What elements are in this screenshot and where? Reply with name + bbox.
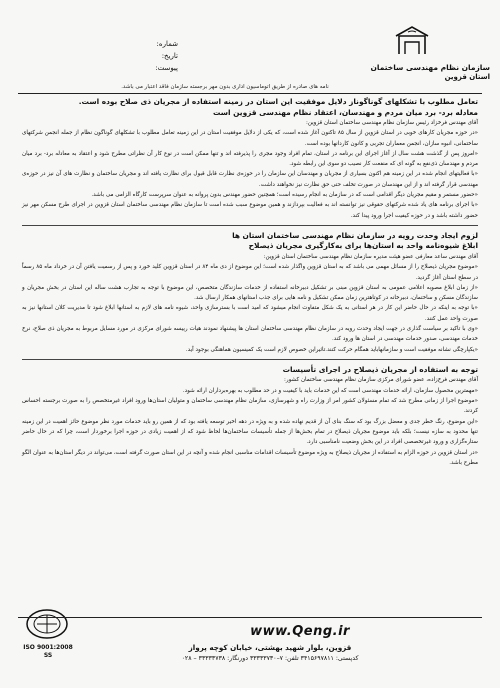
paragraph: «مهمترین محصول سازمان، ارائه خدمات مهندسی است که این خدمات باید با کیفیت و در حد مطلوب به بهره‌برداران ارائه شود. [182, 387, 478, 394]
organization-logo-icon [394, 24, 430, 60]
paragraph: آقای مهندس فرخ‌زاده، عضو شورای مرکزی سازمان نظام مهندسی ساختمان کشور: [284, 377, 478, 384]
paragraph: «وی با تاکید بر سیاست گذاری در جهت ایجاد وحدت رویه در سازمان نظام مهندسی ساختمان استان ها پیشنهاد نمودند هیات رییسه شورای مرکزی در مورد مسایل مربوط به مجریان ذی صلاح، نرخ خدمات مهندسی، صدور خدمات مهندسی در استان ها ورود کند. [22, 326, 478, 343]
validity-notice: نامه های صادره از طریق اتوماسیون اداری بدون مهر برجسته سازمان فاقد اعتبار می باشد. [121, 84, 329, 90]
paragraph: «این موضوع، رنگ خطر جدی و معضل بزرگ بود که سنگ بنای آن از قدیم نهاده شده و به ویژه در دهه اخیر توسعه یافته بود که از همین رو باید خدمات مورد نظر موضوع حائز اهمیت در این زمینه تنها محدود به سازه نیست؛ بلکه باید موضوع مجریان ذیصلاح در تمام بخش‌ها از جمله تأسیسات ساختمان‌ها لحاظ شود که از اهمیت زیادی در حوزه اجرا برخوردار است، چرا که در حال حاضر ستاره‌گزاری و ورود غیرتخصصی افراد در این بخش وضعیت نامناسبی دارد. [22, 418, 478, 446]
section-title: تعامل مطلوب با تشکلهای گوناگوناز دلایل موفقیت این استان در زمینه استفاده از مجریان ذی صلاح بوده است. [78, 97, 478, 106]
paragraph: «امروز پس از گذشت هشت سال از آغاز اجرای این برنامه در استان، تمام افراد وجود مجری را پذیرفته اند و تنها ممکن است در نوع کار آن نظراتی مطرح شود و اعتقاد به معادله برد- برد میان مردم و مهندسان ذی‌نفع به گونه ای که منفعت کار نصیب دو سوی این رابطه شود. [22, 150, 478, 168]
footer-divider [18, 617, 482, 618]
section-divider [22, 225, 478, 226]
paragraph: «با توجه به اینکه در حال حاضر این کار در هر استانی به یک شکل متفاوت انجام میشود که امید است با بسترسازی واحد، شیوه نامه های لازم به استانها ابلاغ شود تا مدیریت کلان استانها نیز به صورت واحد عمل کنند. [22, 305, 478, 322]
header-divider [18, 93, 482, 94]
address-text: قزوین، بلوار شهید بهشتی، خیابان کوچه پرواز [188, 643, 352, 652]
section-3 [22, 365, 478, 468]
contact-numbers: کدپستی: ۳۴۱۵۶۹۷۸۱۱ تلفن: ۷–۳۳۳۳۳۷۳۰ دورنگار: ۳۳۳۳۳۷۳۸ – ۰۲۸ [181, 655, 359, 662]
section-1 [22, 97, 478, 221]
paragraph: «در استان قزوین در حوزه الزام به استفاده از مجریان ذیصلاح به ویژه موضوع تأسیسات اقدامات مناسبی انجام شده و آنچه در این استان صورت گرفته است، می‌تواند در دیگر استان‌ها به عنوان الگو مطرح باشد. [22, 449, 478, 466]
paragraph: «از زمان ابلاغ مصوبه اعلامی عمومی به استان قزوین مبنی بر تشکیل دبیرخانه استفاده از خدمات سازندگان متخصص، این موضوع با توجه به تجارب هشت ساله این استان در بخش مجریان و سازندگان مسکن و ساختمان، دبیرخانه در کوتاهترین زمان ممکن تشکیل و نامه هایی برای جذب استانهای همکار ارسال شد. [22, 284, 478, 302]
letter-body [22, 97, 478, 468]
paragraph: آقای مهندس ساعد معارفی عضو هیئت مدیره سازمان نظام مهندسی ساختمان استان قزوین: [263, 253, 478, 260]
iso-label: ISO 9001:2008 [23, 644, 73, 651]
section-2 [22, 231, 478, 355]
letter-meta [118, 38, 178, 74]
organization-name: سازمان نظام مهندسی ساختمان [370, 63, 490, 72]
section-title: لزوم ایجاد وحدت رویه در سازمان نظام مهندسی ساختمان استان ها [232, 230, 478, 240]
attachment-label: پیوست: [155, 64, 178, 72]
iso-certification-icon [22, 604, 72, 644]
section-subtitle: ابلاغ شیوه‌نامه واحد به استان‌ها برای به‌کارگیری مجریان ذیصلاح [248, 241, 478, 251]
number-label: شماره: [156, 40, 178, 48]
paragraph: «موضوع اجرا از زمانی مطرح شد که تمام مسئولان کشور امر از وزارت راه و شهرسازی، سازمان نظام مهندسی ساختمان و متولیان استان‌ها ورود افراد غیرمتخصص را به صورت برجسته احساس کردند. [22, 398, 478, 415]
paragraph: «با فعالیتهای انجام شده در این زمینه هم اکنون بسیاری از مجریان و مهندسان این سازمان را در حوزه‌ی نظارت قابل قبول برای نظارت یافته اند و مجریان ساختمان و نظارت های آن نیز در حوزه‌ی مهندسی قرار گرفته اند و از این مهندسان در صورت تخلف حتی حق نظارت نیز نخواهند داشت. [22, 171, 478, 188]
section-divider [22, 359, 478, 360]
paragraph: «حضور مستمر و مقیم مجریان دیگر اقدامی است که در سازمان به انجام رسیده است؛ همچنین حضور مهندس بدون پروانه به عنوان سرپرست کارگاه الزامی می باشد. [91, 192, 478, 199]
paragraph: آقای مهندس فرخزاد رئیس سازمان نظام مهندسی ساختمان استان قزوین: [305, 120, 478, 126]
paragraph: «موضوع مجریان ذیصلاح را از مسائل مهمی می باشد که به استان قزوین واگذار شده است؛ این موضوع از دی ماه ۸۴ در استان قزوین کلید خورد و پس از رسمیت یافتن آن در خرداد ماه ۸۵ رسماً در سطح استان آغاز گردید. [22, 264, 478, 281]
paragraph: «یکپارچگی نشانه موفقیت است و سازمانهاباید همگام حرکت کنند.تاثیراین خصوص لازم است یک کمیسیون هماهنگی بوجود آید. [185, 346, 478, 353]
paragraph: «با اجرای برنامه های یاد شده شرکتهای حقوقی نیز توانسته اند به فعالیت بپردازند و همین موضوع سبب شده است تا سازمان نظام مهندسی ساختمان استان قزوین در اجرای طرح مسکن مهر نیز حضور داشته باشد و در حوزه کیفیت اجرا ورود پیدا کند. [22, 202, 478, 219]
website-link[interactable]: www.Qeng.ir [250, 624, 350, 639]
organization-province: استان قزوین [444, 73, 490, 81]
iso-sublabel: SS [43, 652, 53, 659]
date-label: تاریخ: [161, 52, 178, 60]
paragraph: «در حوزه مجریان کارهای خوبی در استان قزوین از سال ۸۵ تاکنون آغاز شده است، که یکی از دلایل موفقیت استان در این زمینه تعامل مطلوب با تشکلهای گوناگون نظام از جمله انجمن شرکتهای ساختمانی، انبوه سازان، انجمن معماران تجربی و کانون کاردانها بوده است. [22, 130, 478, 147]
section-title: توجه به استفاده از مجریان ذیصلاح در اجرای تأسیسات [282, 364, 478, 374]
organization-title-block [320, 63, 490, 82]
section-subtitle: معادله برد- برد میان مردم و مهندسان، اعتقاد نظام مهندسی قزوین است [212, 107, 478, 117]
